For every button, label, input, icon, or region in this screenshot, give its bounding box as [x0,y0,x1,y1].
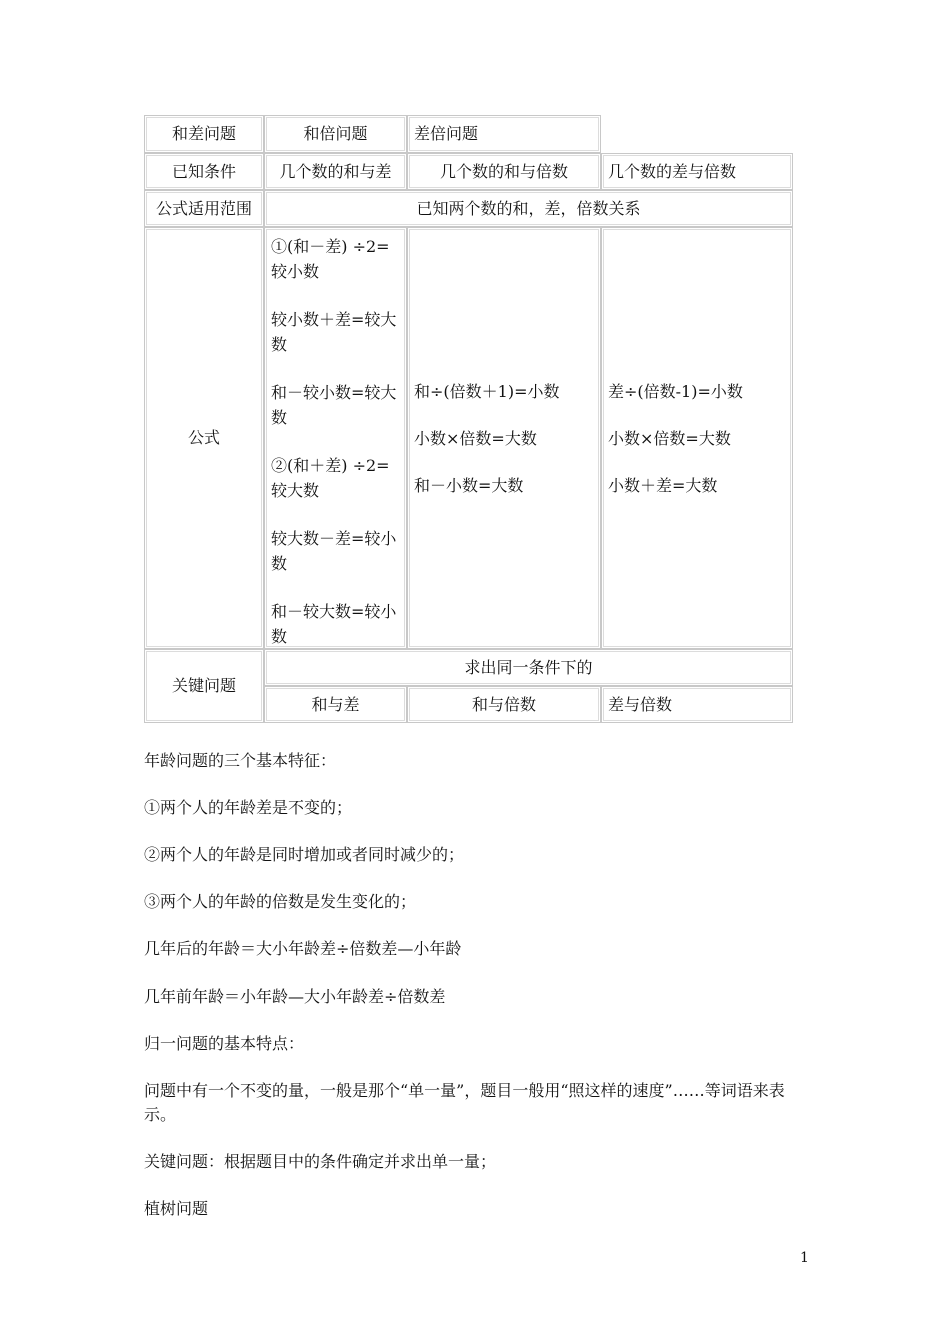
known-cell-2 [407,153,601,190]
formula-line: 和－小数=大数 [414,476,524,495]
paragraph: 问题中有一个不变的量，一般是那个“单一量”，题目一般用“照这样的速度”……等词语来表示。 [144,1081,785,1124]
known-text-3: 几个数的差与倍数 [608,161,737,181]
header-cell-diff-multiple [407,115,601,153]
key-label-cell [144,649,264,723]
formula-line: 较小数＋差=较大数 [271,310,397,354]
key-text-1: 和与差 [311,694,360,714]
paragraph: 几年后的年龄＝大小年龄差÷倍数差—小年龄 [144,939,462,958]
key-label: 关键问题 [171,676,236,695]
formula-line: 和－较大数=较小数 [271,602,397,646]
known-cell-3 [601,153,793,190]
formula-label: 公式 [187,428,220,447]
paragraph: ①两个人的年龄差是不变的； [144,798,353,817]
scope-value: 已知两个数的和，差，倍数关系 [416,198,641,218]
paragraph: ③两个人的年龄的倍数是发生变化的； [144,892,417,911]
paragraph: 几年前年龄＝小年龄—大小年龄差÷倍数差 [144,987,446,1006]
formula-line: 小数×倍数=大数 [608,429,731,448]
known-label-cell [144,153,264,190]
page-number: 1 [800,1250,809,1266]
paragraph: 关键问题：根据题目中的条件确定并求出单一量； [144,1152,497,1171]
scope-label: 公式适用范围 [155,198,252,218]
formula-line: 较大数－差=较小数 [271,529,397,573]
key-top-cell [264,649,793,686]
scope-value-cell [264,190,793,227]
paragraph: 归一问题的基本特点： [144,1034,305,1053]
formula-cell-diff-multiple [601,227,793,649]
header-cell-sum-multiple [264,115,407,153]
header-sum-diff-text: 和差问题 [171,124,236,143]
formula-cell-sum-diff [264,227,407,649]
formula-line: ①(和－差) ÷2=较小数 [271,237,390,281]
key-cell-1 [264,686,407,723]
key-text-3: 差与倍数 [608,694,673,714]
known-label: 已知条件 [171,161,236,181]
paragraph: 植树问题 [144,1199,209,1218]
known-text-2: 几个数的和与倍数 [439,161,568,181]
header-sum-multiple-text: 和倍问题 [303,124,368,143]
formula-cell-sum-multiple [407,227,601,649]
formula-line: 和－较小数=较大数 [271,383,397,427]
formula-line: 小数×倍数=大数 [414,429,537,448]
key-top-text: 求出同一条件下的 [464,657,593,677]
key-cell-3 [601,686,793,723]
header-diff-multiple-text: 差倍问题 [414,124,479,143]
formula-line: 小数＋差=大数 [608,476,718,495]
paragraph: ②两个人的年龄是同时增加或者同时减少的； [144,845,465,864]
formula-label-cell [144,227,264,649]
formula-line: 差÷(倍数-1)=小数 [608,382,743,401]
known-text-1: 几个数的和与差 [279,161,392,181]
paragraph: 年龄问题的三个基本特征： [144,751,337,770]
formula-line: 和÷(倍数＋1)=小数 [414,382,560,401]
known-cell-1 [264,153,407,190]
header-cell-sum-diff [144,115,264,153]
key-text-2: 和与倍数 [471,694,536,714]
scope-label-cell [144,190,264,227]
key-cell-2 [407,686,601,723]
formula-line: ②(和＋差) ÷2=较大数 [271,456,390,500]
